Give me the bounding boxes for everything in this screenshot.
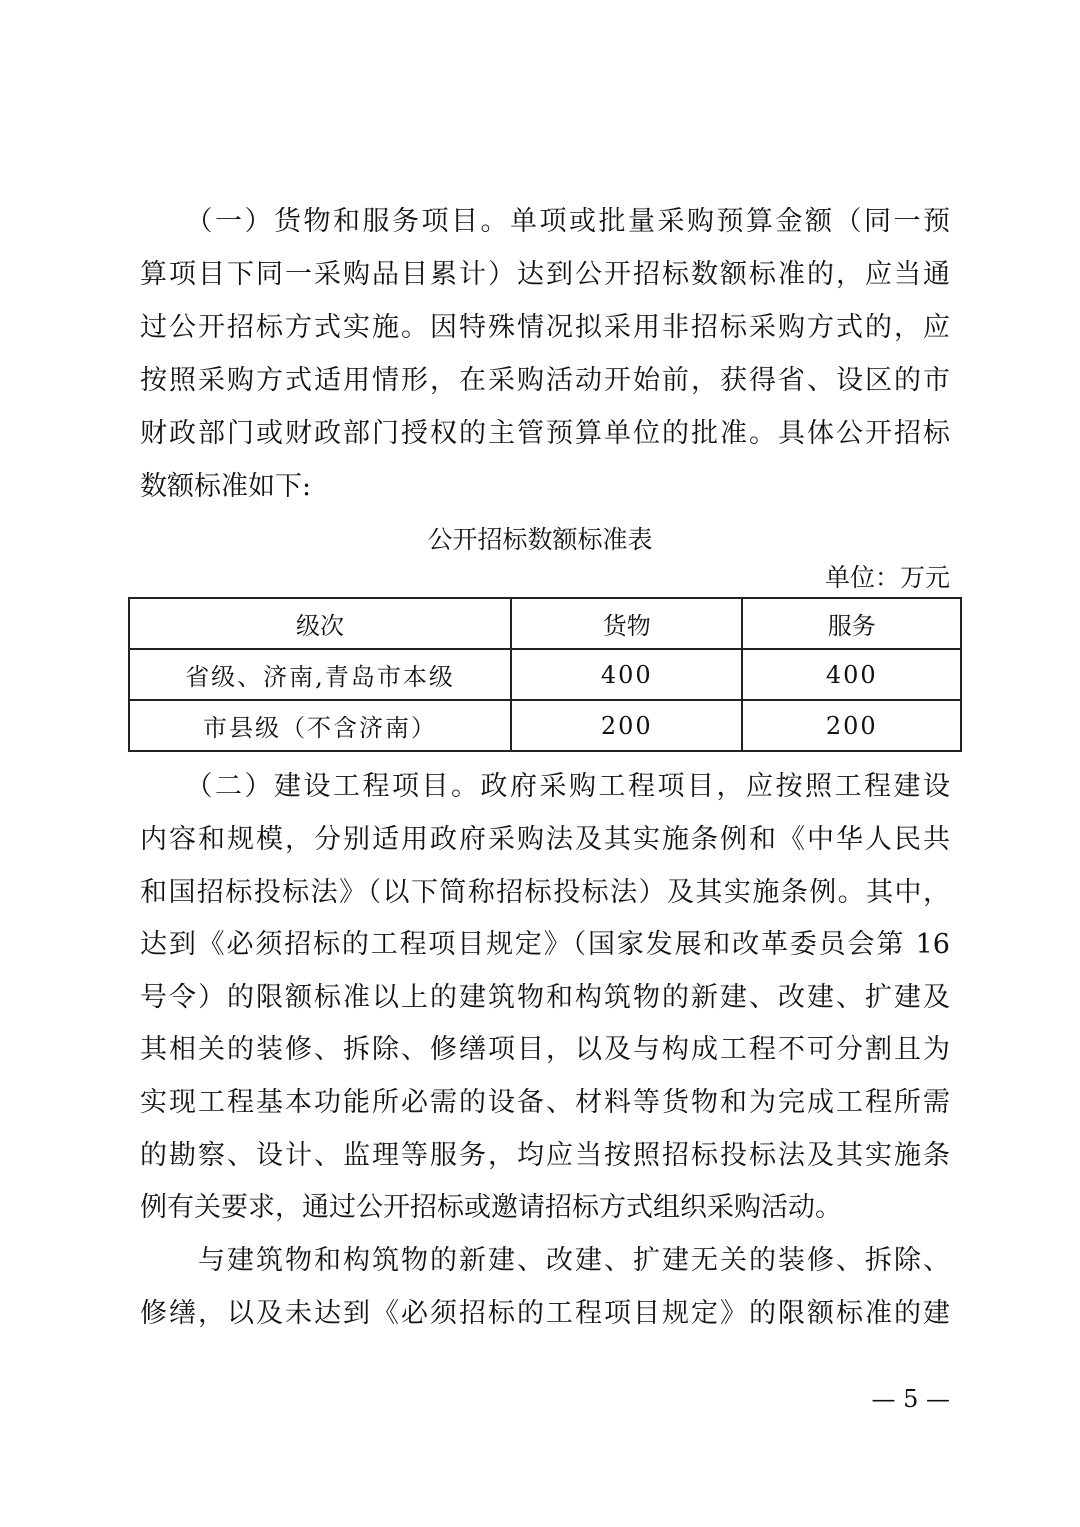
header-goods: 货物 — [511, 598, 742, 649]
text-line: 内容和规模，分别适用政府采购法及其实施条例和《中华人民共 — [140, 824, 950, 855]
text-line: 达到《必须招标的工程项目规定》（国家发展和改革委员会第 16 — [140, 929, 950, 960]
table-row — [129, 700, 961, 751]
text-line: 按照采购方式适用情形，在采购活动开始前，获得省、设区的市 — [140, 365, 950, 396]
text-line: 算项目下同一采购品目累计）达到公开招标数额标准的，应当通 — [140, 259, 950, 290]
text-line: 实现工程基本功能所必需的设备、材料等货物和为完成工程所需 — [140, 1087, 950, 1118]
cell-services: 400 — [742, 649, 961, 700]
table-title: 公开招标数额标准表 — [427, 525, 653, 554]
header-level: 级次 — [129, 598, 511, 649]
text-line: 修缮，以及未达到《必须招标的工程项目规定》的限额标准的建 — [140, 1298, 950, 1329]
threshold-table — [128, 597, 962, 752]
table-row — [129, 649, 961, 700]
cell-level: 市县级（不含济南） — [129, 700, 511, 751]
text-line: （二）建设工程项目。政府采购工程项目，应按照工程建设 — [140, 771, 950, 802]
text-line: 号令）的限额标准以上的建筑物和构筑物的新建、改建、扩建及 — [140, 982, 950, 1013]
text-line: 财政部门或财政部门授权的主管预算单位的批准。具体公开招标 — [140, 418, 950, 449]
cell-level: 省级、济南,青岛市本级 — [129, 649, 511, 700]
header-services: 服务 — [742, 598, 961, 649]
cell-goods: 200 — [511, 700, 742, 751]
cell-goods: 400 — [511, 649, 742, 700]
page-number: — 5 — — [871, 1385, 950, 1413]
text-line: （一）货物和服务项目。单项或批量采购预算金额（同一预 — [140, 206, 950, 237]
text-line: 例有关要求，通过公开招标或邀请招标方式组织采购活动。 — [140, 1192, 842, 1223]
text-line: 过公开招标方式实施。因特殊情况拟采用非招标采购方式的，应 — [140, 312, 950, 343]
text-line: 与建筑物和构筑物的新建、改建、扩建无关的装修、拆除、 — [140, 1245, 950, 1276]
text-line: 其相关的装修、拆除、修缮项目，以及与构成工程不可分割且为 — [140, 1034, 950, 1065]
table-unit: 单位：万元 — [824, 563, 950, 592]
table-header-row — [129, 598, 961, 649]
text-line: 的勘察、设计、监理等服务，均应当按照招标投标法及其实施条 — [140, 1140, 950, 1171]
cell-services: 200 — [742, 700, 961, 751]
text-line: 和国招标投标法》（以下简称招标投标法）及其实施条例。其中， — [140, 877, 950, 908]
text-line: 数额标准如下: — [140, 471, 312, 502]
